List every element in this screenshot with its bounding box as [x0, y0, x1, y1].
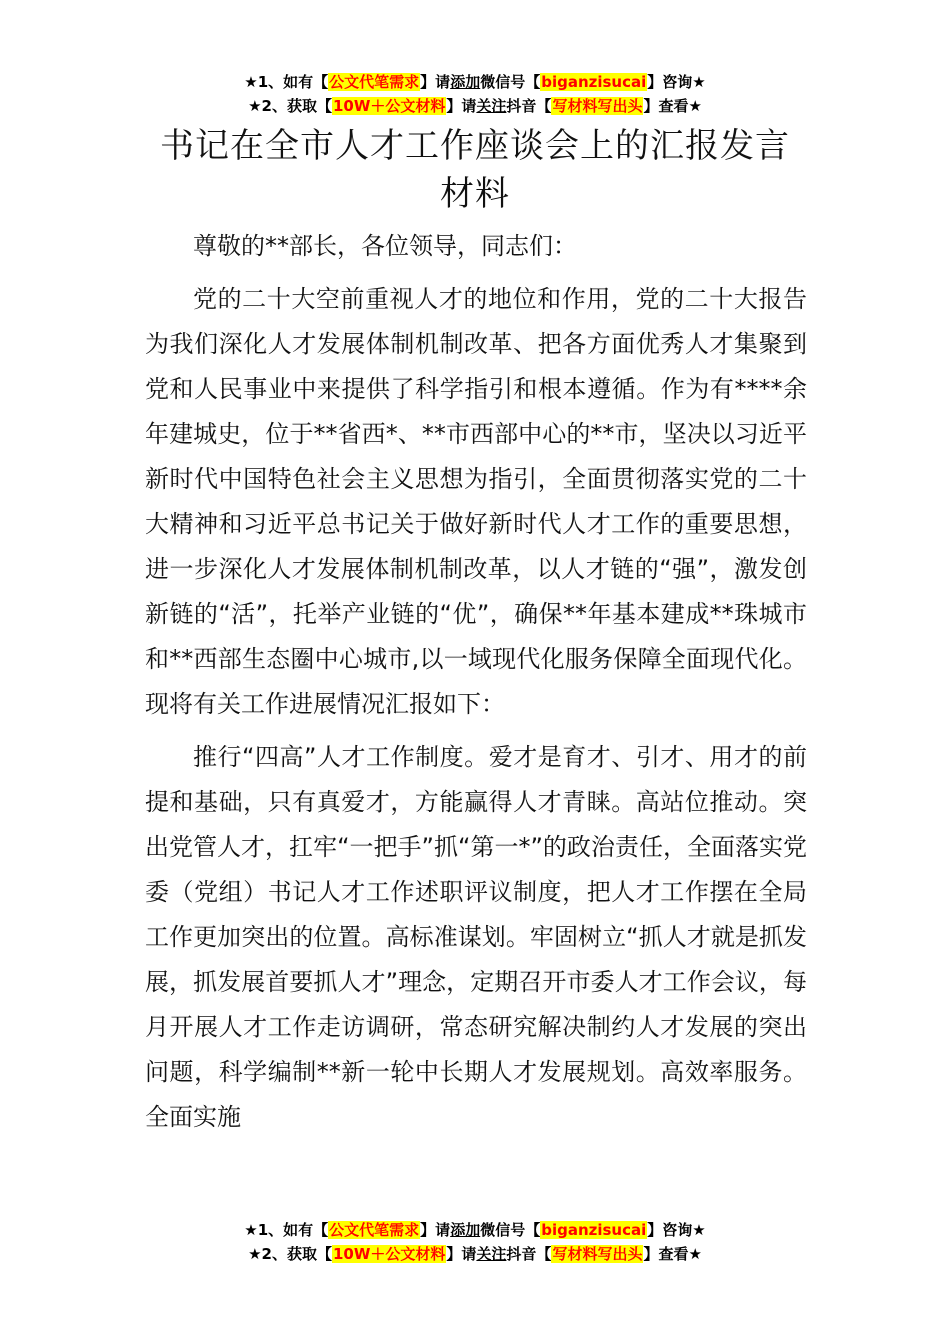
paragraph-section: 推行“四高”人才工作制度。爱才是育才、引才、用才的前提和基础，只有真爱才，方能赢得人才青睐。高站位推动。突出党管人才，扛牢“一把手”抓“第一*”的政治责任，全面落实党委（党组）书记人才工作述职评议制度，把人才工作摆在全局工作更加突出的位置。高标准谋划。牢固树立“抓人才就是抓发展，抓发展首要抓人才”理念，定期召开市委人才工作会议，每月开展人才工作走访调研，常态研究解决制约人才发展的突出问题，科学编制**新一轮中长期人才发展规划。高效率服务。全面实施	[145, 743, 807, 1131]
banner-line-2	[0, 1242, 950, 1266]
header-banner	[0, 70, 950, 118]
banner-text: ★1、如有【	[244, 1221, 329, 1239]
banner-text: ★2、获取【	[248, 1245, 332, 1263]
banner-text: 】请	[446, 1245, 477, 1263]
banner-highlight: 公文代笔需求	[329, 1221, 420, 1239]
banner-highlight: biganzisucai	[541, 1221, 647, 1239]
banner-text: 抖音【	[506, 1245, 552, 1263]
banner-text: 】请	[446, 97, 477, 115]
banner-text: 微信号【	[480, 73, 541, 91]
banner-highlight: 10W＋公文材料	[332, 1245, 446, 1263]
banner-text: 】咨询★	[647, 1221, 706, 1239]
banner-text: 抖音【	[506, 97, 552, 115]
banner-line-1	[0, 1218, 950, 1242]
banner-text: 】请	[420, 1221, 451, 1239]
footer-banner	[0, 1218, 950, 1266]
banner-text: ★2、获取【	[248, 97, 332, 115]
banner-highlight: biganzisucai	[541, 73, 647, 91]
banner-text: ★1、如有【	[244, 73, 329, 91]
banner-highlight: 写材料写出头	[552, 97, 643, 115]
banner-text: 微信号【	[480, 1221, 541, 1239]
banner-underline: 添加	[450, 73, 481, 91]
banner-underline: 添加	[450, 1221, 481, 1239]
banner-line-2	[0, 94, 950, 118]
paragraph-salutation: 尊敬的**部长，各位领导，同志们：	[193, 232, 577, 260]
banner-text: 】查看★	[643, 1245, 702, 1263]
banner-underline: 关注	[476, 1245, 507, 1263]
banner-text: 】查看★	[643, 97, 702, 115]
banner-highlight: 10W＋公文材料	[332, 97, 446, 115]
banner-text: 】请	[420, 73, 451, 91]
banner-line-1	[0, 70, 950, 94]
banner-text: 】咨询★	[647, 73, 706, 91]
document-body	[145, 224, 807, 1148]
banner-underline: 关注	[476, 97, 507, 115]
paragraph-intro: 党的二十大空前重视人才的地位和作用，党的二十大报告为我们深化人才发展体制机制改革、把各方面优秀人才集聚到党和人民事业中来提供了科学指引和根本遵循。作为有****余年建城史，位于**省西*、**市西部中心的**市，坚决以习近平新时代中国特色社会主义思想为指引，全面贯彻落实党的二十大精神和习近平总书记关于做好新时代人才工作的重要思想，进一步深化人才发展体制机制改革，以人才链的“强”，激发创新链的“活”，托举产业链的“优”，确保**年基本建成**珠城市和**西部生态圈中心城市,以一域现代化服务保障全面现代化。现将有关工作进展情况汇报如下：	[145, 285, 807, 718]
document-title: 书记在全市人才工作座谈会上的汇报发言材料	[160, 126, 790, 214]
banner-highlight: 写材料写出头	[552, 1245, 643, 1263]
banner-highlight: 公文代笔需求	[329, 73, 420, 91]
